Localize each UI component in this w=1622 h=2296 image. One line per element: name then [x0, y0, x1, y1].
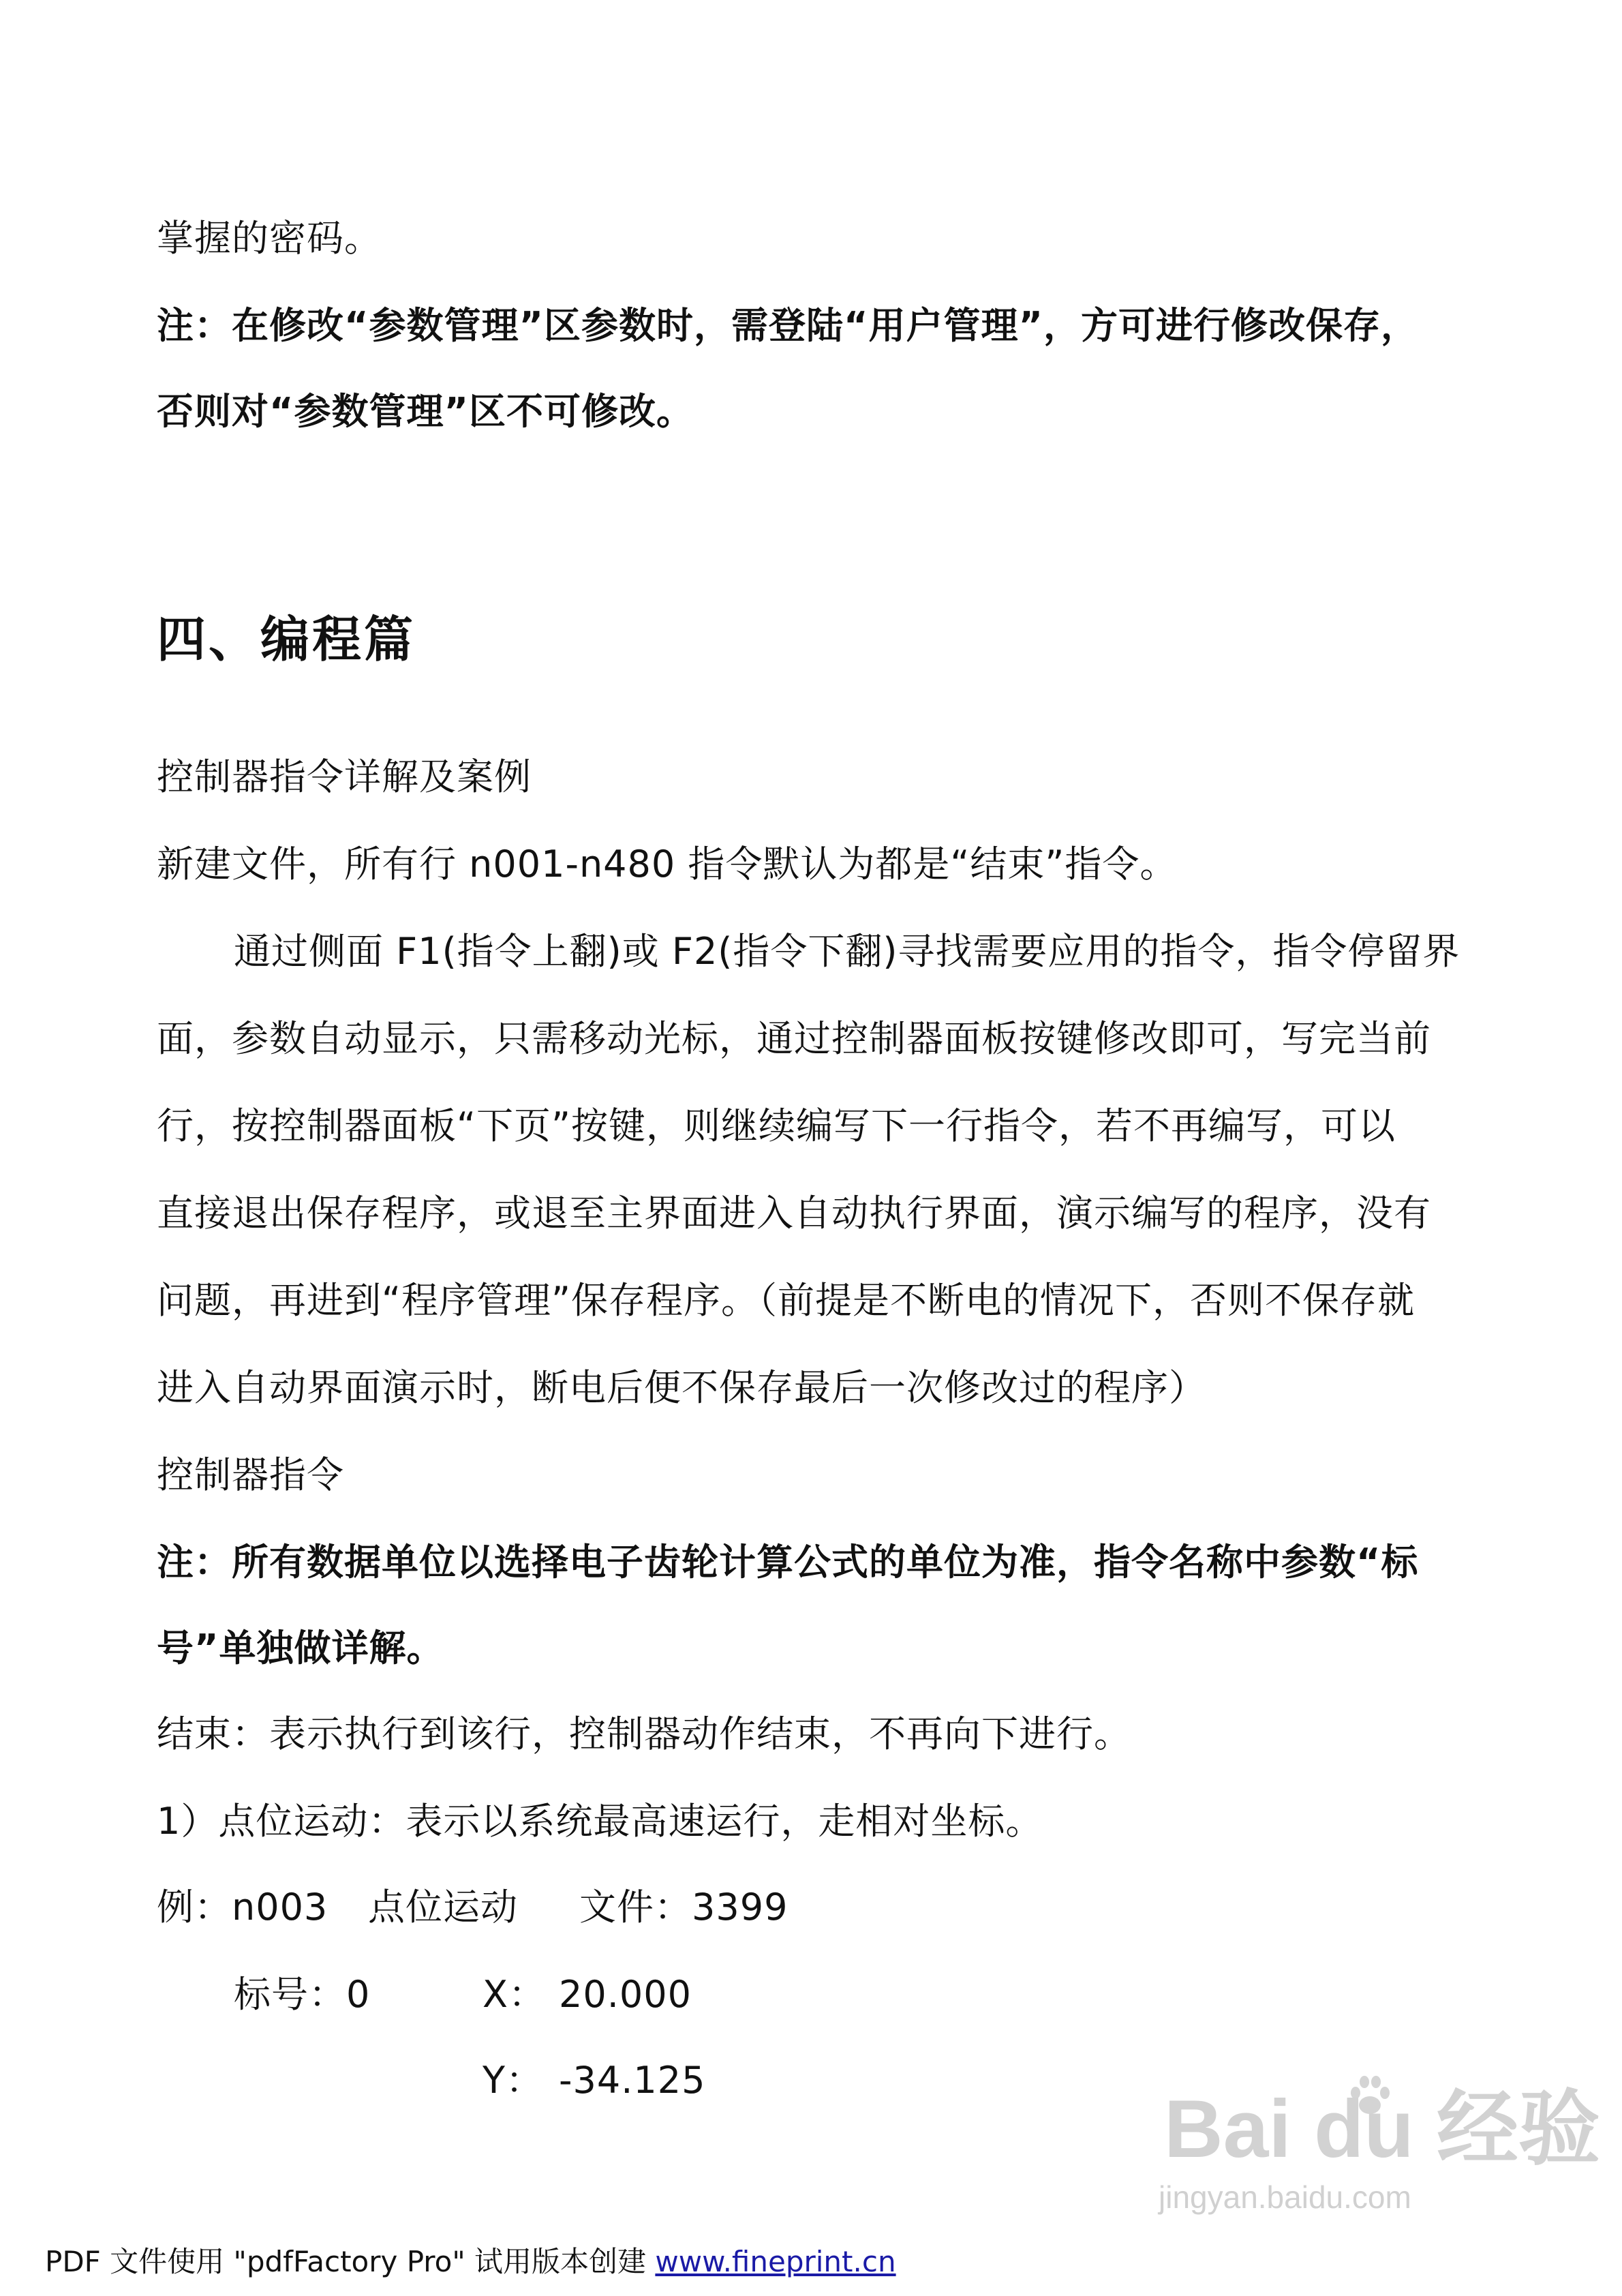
- example-y-value: -34.125: [559, 2059, 706, 2102]
- example-file-number: 文件：3399: [579, 1886, 789, 1929]
- example-x-label: X：: [483, 1973, 546, 2016]
- example-line-number: 例：n003: [157, 1886, 328, 1929]
- example-label-number: 标号：0: [234, 1973, 371, 2016]
- paragraph-text: 控制器指令详解及案例: [157, 755, 532, 798]
- example-command-name: 点位运动: [368, 1886, 518, 1929]
- paragraph-text: 控制器指令: [157, 1453, 344, 1496]
- footer-text: PDF 文件使用 "pdfFactory Pro" 试用版本创建: [45, 2245, 656, 2278]
- example-x-value: 20.000: [559, 1973, 692, 2016]
- note-bold-line: 否则对“参数管理”区不可修改。: [157, 390, 694, 433]
- body-paragraph-line: 面，参数自动显示，只需移动光标，通过控制器面板按键修改即可，写完当前: [157, 1017, 1431, 1060]
- watermark-site: jingyan.baidu.com: [1159, 2179, 1411, 2215]
- note-bold-line: 注：所有数据单位以选择电子齿轮计算公式的单位为准，指令名称中参数“标: [157, 1541, 1419, 1584]
- body-paragraph-line: 行，按控制器面板“下页”按键，则继续编写下一行指令，若不再编写，可以: [157, 1104, 1396, 1147]
- note-bold-line: 号”单独做详解。: [157, 1627, 444, 1670]
- body-paragraph-line: 进入自动界面演示时，断电后便不保存最后一次修改过的程序）: [157, 1366, 1206, 1409]
- footer-link[interactable]: www.fineprint.cn: [655, 2245, 896, 2278]
- pdf-footer: [45, 2245, 896, 2279]
- paragraph-text: 结束：表示执行到该行，控制器动作结束，不再向下进行。: [157, 1712, 1131, 1755]
- body-paragraph-line: 直接退出保存程序，或退至主界面进入自动执行界面，演示编写的程序，没有: [157, 1192, 1431, 1235]
- example-y-label: Y：: [483, 2059, 543, 2102]
- body-paragraph-line: 通过侧面 F1(指令上翻)或 F2(指令下翻)寻找需要应用的指令，指令停留界: [234, 930, 1460, 973]
- paragraph-text: 1）点位运动：表示以系统最高速运行，走相对坐标。: [157, 1800, 1043, 1843]
- note-bold-line: 注：在修改“参数管理”区参数时，需登陆“用户管理”，方可进行修改保存，: [157, 304, 1418, 347]
- baidu-jingyan-watermark: [1152, 2059, 1601, 2222]
- paragraph-text: 掌握的密码。: [157, 217, 382, 260]
- watermark-brand: Bai du 经验: [1164, 2083, 1601, 2175]
- section-heading: 四、编程篇: [157, 611, 416, 668]
- body-paragraph-line: 问题，再进到“程序管理”保存程序。（前提是不断电的情况下，否则不保存就: [157, 1279, 1415, 1322]
- paragraph-text: 新建文件，所有行 n001-n480 指令默认为都是“结束”指令。: [157, 843, 1178, 886]
